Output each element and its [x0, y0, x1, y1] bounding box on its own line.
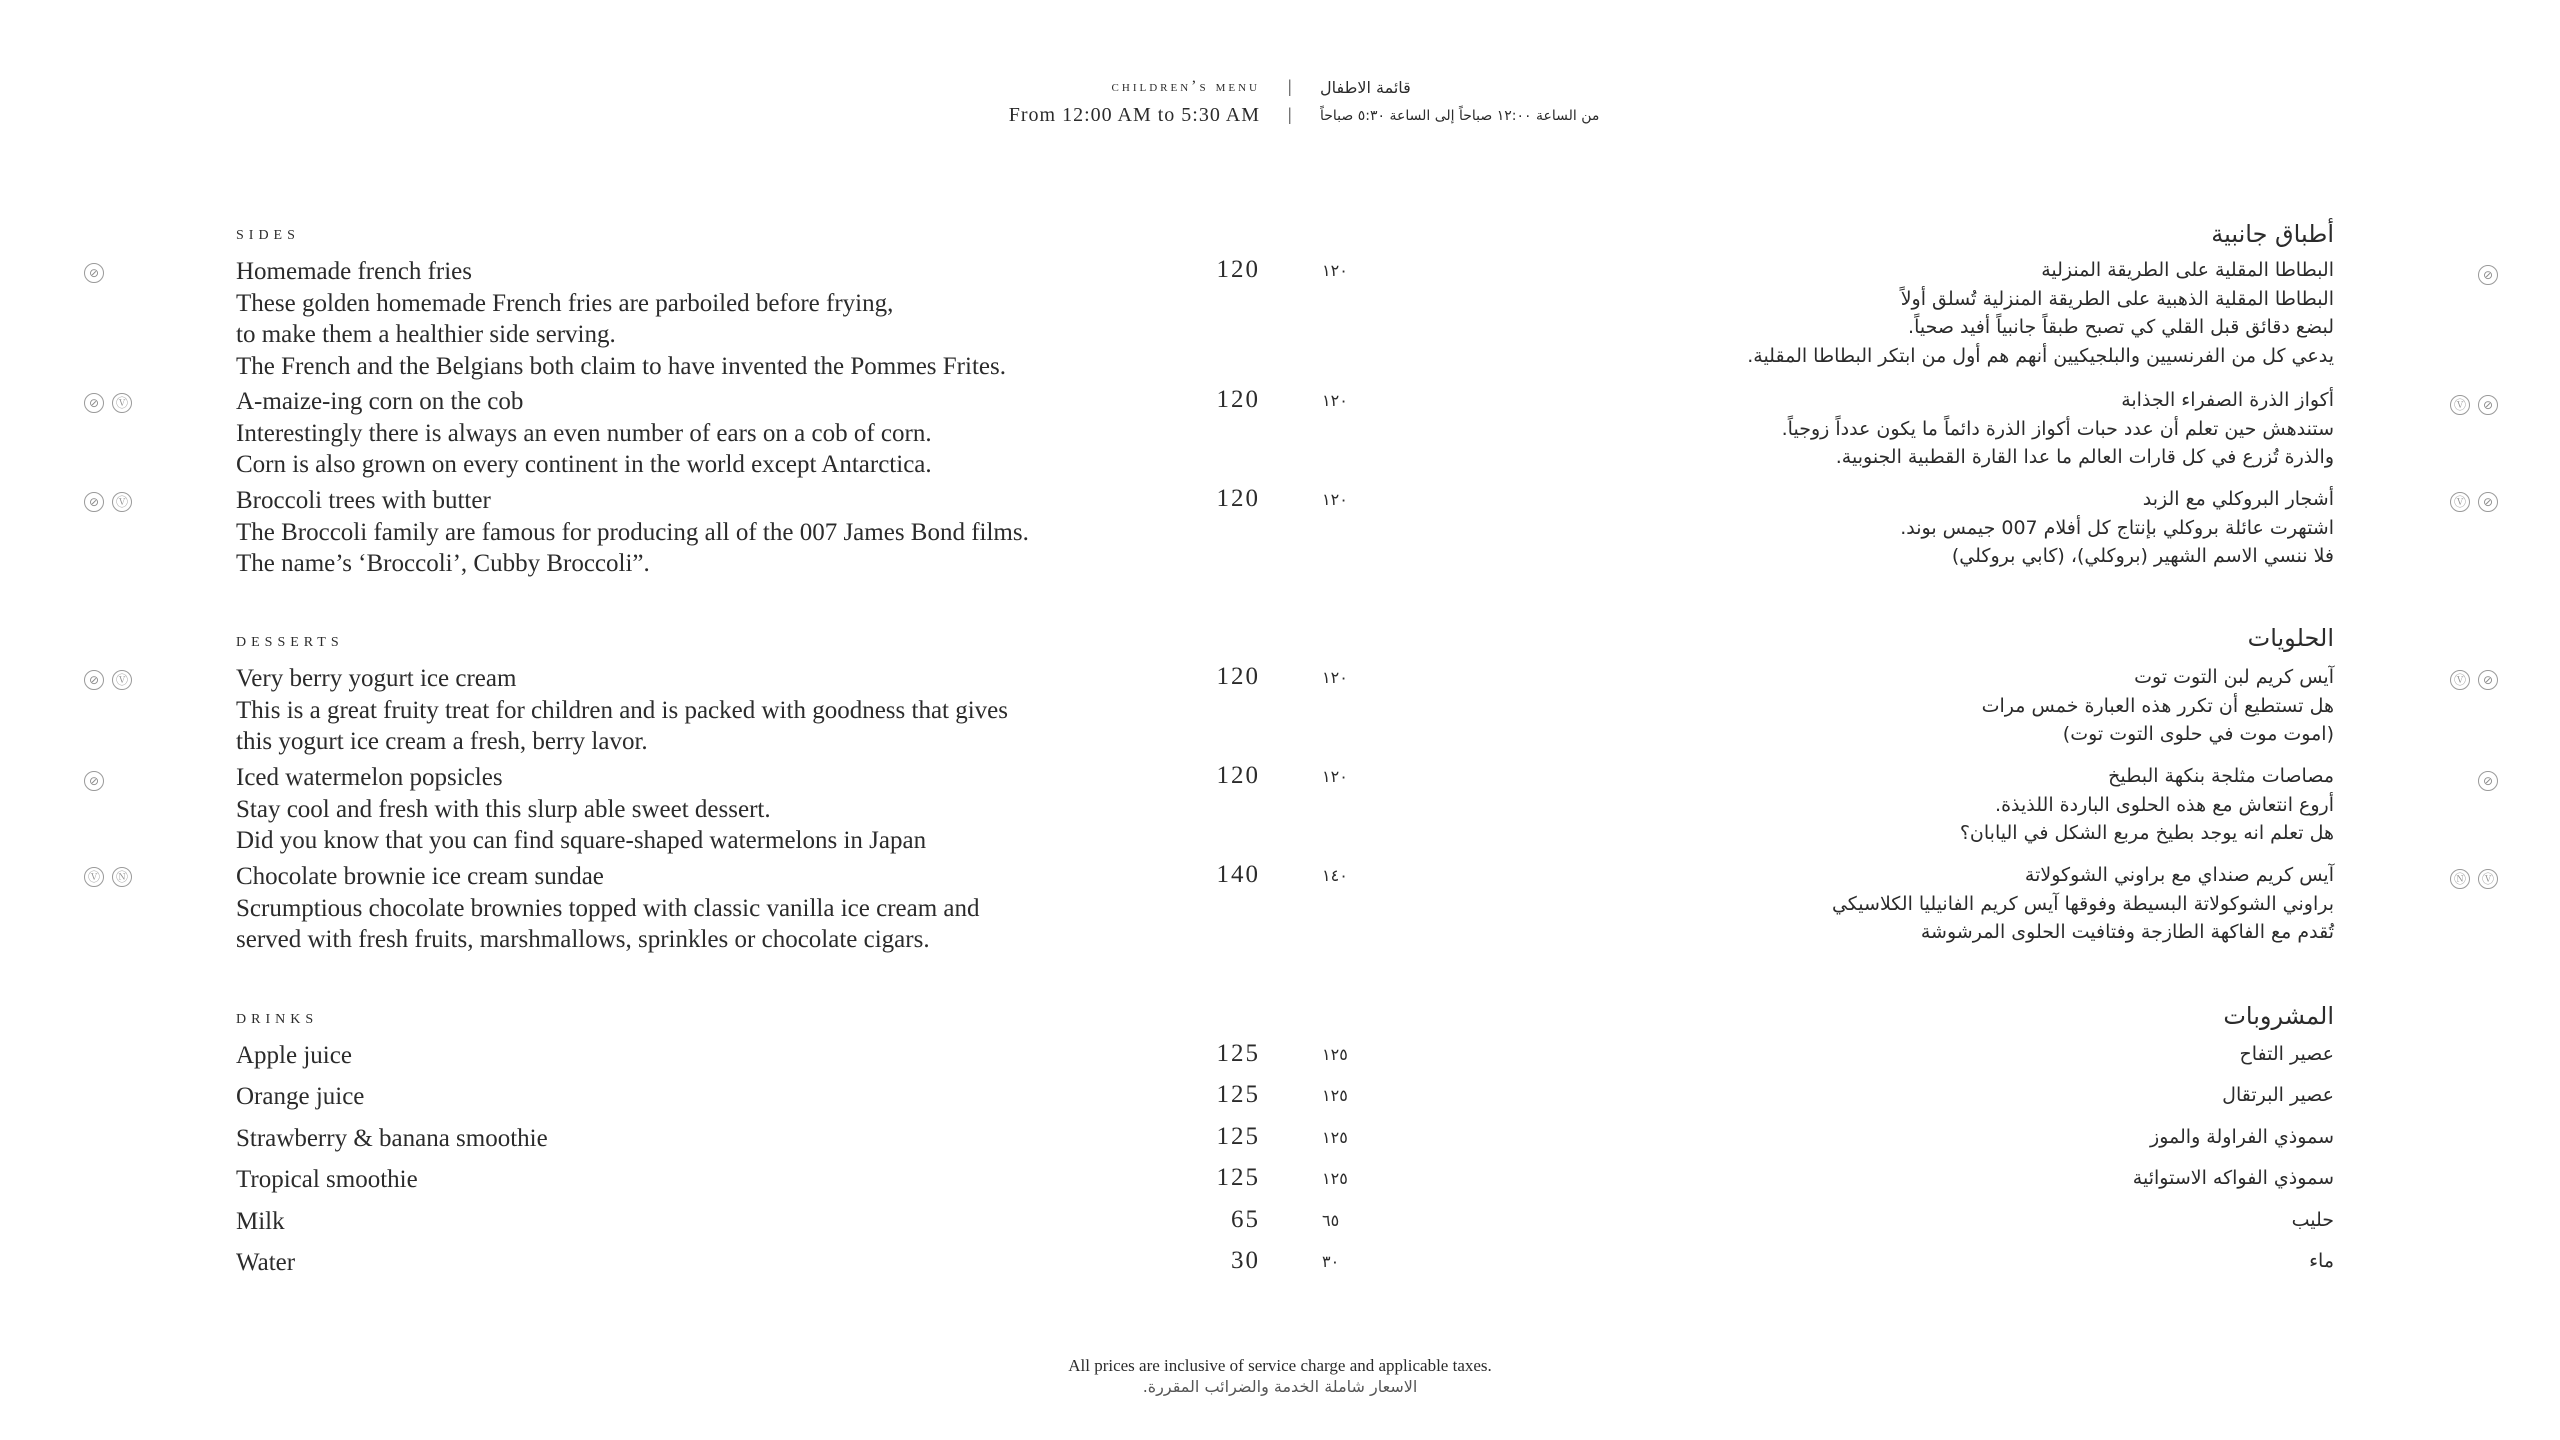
dietary-icons: [84, 670, 132, 690]
item-name: Very berry yogurt ice cream: [236, 665, 517, 692]
dietary-icons: [84, 393, 132, 413]
item-description-arabic: ستندهش حين تعلم أن عدد حبات أكواز الذرة دائماً ما يكون عدداً زوجياً.: [1781, 417, 2334, 440]
vegan-icon: Ⓥ: [2450, 670, 2470, 690]
item-price-arabic: ١٢٥: [1322, 1086, 1348, 1105]
nuts-icon: Ⓝ: [2450, 869, 2470, 889]
drink-name: Tropical smoothie: [236, 1166, 418, 1193]
vegan-icon: Ⓥ: [112, 670, 132, 690]
item-description: this yogurt ice cream a fresh, berry lavor.: [236, 728, 648, 755]
item-description: to make them a healthier side serving.: [236, 321, 616, 348]
dietary-icons-arabic: [2478, 265, 2498, 285]
item-price-arabic: ١٢٠: [1322, 668, 1348, 687]
menu-item-arabic: [1960, 762, 2334, 848]
item-description: The French and the Belgians both claim to have invented the Pommes Frites.: [236, 352, 1006, 380]
item-price: 120: [1216, 485, 1260, 512]
section-title-desserts: desserts: [236, 629, 344, 651]
header-separator: |: [1288, 104, 1292, 124]
item-price-arabic: ١٢٥: [1322, 1169, 1348, 1188]
drink-name-arabic: عصير التفاح: [2239, 1043, 2334, 1065]
menu-item-arabic: [1782, 386, 2334, 472]
vegan-icon: Ⓥ: [2478, 869, 2498, 889]
item-description-arabic: اشتهرت عائلة بروكلي بإنتاج كل أفلام 007 جيمس بوند.: [1900, 516, 2334, 539]
pricing-note-arabic: الاسعار شاملة الخدمة والضرائب المقررة.: [1142, 1377, 1418, 1396]
item-price: 120: [1216, 663, 1260, 690]
item-price: 120: [1216, 256, 1260, 283]
item-price-arabic: ١٢٠: [1322, 490, 1348, 509]
menu-title-arabic: قائمة الاطفال: [1320, 78, 1411, 97]
vegan-icon: Ⓥ: [112, 492, 132, 512]
menu-title: children’s menu: [1111, 78, 1260, 95]
item-description: Did you know that you can find square-shaped watermelons in Japan: [236, 827, 927, 854]
item-price: 125: [1216, 1164, 1260, 1191]
drink-name-arabic: سموذي الفواكه الاستوائية: [2132, 1167, 2334, 1189]
section-title-drinks: drinks: [236, 1006, 319, 1028]
item-name: A-maize-ing corn on the cob: [236, 388, 524, 415]
item-price: 30: [1231, 1247, 1260, 1274]
vegetarian-icon: ⊘: [2478, 395, 2498, 415]
item-description-arabic: (اموت موت في حلوى التوت توت): [2062, 723, 2334, 745]
vegetarian-icon: ⊘: [2478, 771, 2498, 791]
menu-item-arabic: [1747, 256, 2334, 370]
menu-item-arabic: [1832, 861, 2334, 947]
vegan-icon: Ⓥ: [2450, 492, 2470, 512]
section-title-sides-arabic: أطباق جانبية: [2211, 220, 2334, 248]
item-price: 120: [1216, 386, 1260, 413]
item-description: Corn is also grown on every continent in the world except Antarctica.: [236, 451, 932, 478]
vegetarian-icon: ⊘: [2478, 265, 2498, 285]
item-name-arabic: أكواز الذرة الصفراء الجذابة: [2121, 389, 2334, 411]
vegetarian-icon: ⊘: [84, 492, 104, 512]
drink-name-arabic: عصير البرتقال: [2222, 1084, 2334, 1106]
item-price-arabic: ٣٠: [1322, 1252, 1340, 1271]
vegan-icon: Ⓥ: [112, 393, 132, 413]
dietary-icons-arabic: [2450, 492, 2498, 512]
item-name-arabic: آيس كريم صنداي مع براوني الشوكولاتة: [2024, 864, 2334, 886]
drink-name-arabic: ماء: [2309, 1250, 2334, 1272]
item-name: Chocolate brownie ice cream sundae: [236, 863, 604, 890]
item-description: These golden homemade French fries are parboiled before frying,: [236, 289, 894, 317]
serving-hours: From 12:00 AM to 5:30 AM: [1008, 104, 1260, 126]
vegetarian-icon: ⊘: [84, 771, 104, 791]
item-description-arabic: أروع انتعاش مع هذه الحلوى الباردة اللذيذة.: [1995, 793, 2334, 816]
menu-item-arabic: [1900, 485, 2334, 571]
vegan-icon: Ⓥ: [2450, 395, 2470, 415]
item-price: 125: [1216, 1081, 1260, 1108]
item-price: 140: [1216, 861, 1260, 888]
item-price: 125: [1216, 1040, 1260, 1067]
vegetarian-icon: ⊘: [2478, 492, 2498, 512]
item-description-arabic: هل تعلم انه يوجد بطيخ مربع الشكل في اليابان؟: [1959, 822, 2334, 844]
vegetarian-icon: ⊘: [84, 393, 104, 413]
section-title-desserts-arabic: الحلويات: [2247, 624, 2334, 652]
dietary-icons-arabic: [2450, 869, 2498, 889]
item-name-arabic: البطاطا المقلية على الطريقة المنزلية: [2041, 259, 2334, 281]
nuts-icon: Ⓝ: [112, 867, 132, 887]
item-price-arabic: ١٢٠: [1322, 391, 1348, 410]
item-price-arabic: ١٢٥: [1322, 1128, 1348, 1147]
drink-name: Apple juice: [236, 1042, 352, 1069]
serving-hours-arabic: من الساعة ١٢:٠٠ صباحاً إلى الساعة ٥:٣٠ صباحاً: [1320, 108, 1600, 124]
item-description: The Broccoli family are famous for producing all of the 007 James Bond films.: [236, 518, 1029, 546]
header-separator: |: [1288, 76, 1292, 96]
dietary-icons: [84, 771, 104, 791]
item-description-arabic: هل تستطيع أن تكرر هذه العبارة خمس مرات: [1981, 694, 2334, 717]
item-price-arabic: ١٤٠: [1322, 866, 1348, 885]
menu-item: [236, 861, 980, 956]
item-description-arabic: تُقدم مع الفاكهة الطازجة وفتافيت الحلوى المرشوشة: [1920, 921, 2334, 943]
vegetarian-icon: ⊘: [84, 670, 104, 690]
pricing-note: All prices are inclusive of service charge and applicable taxes.: [1068, 1356, 1492, 1375]
menu-item-arabic: [1982, 663, 2334, 749]
vegetarian-icon: ⊘: [2478, 670, 2498, 690]
menu-item: [236, 256, 1006, 382]
menu-item: [236, 485, 1029, 580]
menu-item: [236, 663, 1008, 758]
drink-name: Water: [236, 1249, 296, 1276]
menu-item: [236, 386, 932, 481]
item-description-arabic: براوني الشوكولاتة البسيطة وفوقها آيس كريم الفانيليا الكلاسيكي: [1831, 892, 2334, 915]
item-price: 120: [1216, 762, 1260, 789]
item-description: Stay cool and fresh with this slurp able sweet dessert.: [236, 795, 771, 823]
item-price: 125: [1216, 1123, 1260, 1150]
drink-name: Strawberry & banana smoothie: [236, 1125, 548, 1152]
item-description: This is a great fruity treat for children and is packed with goodness that gives: [236, 696, 1009, 724]
section-title-drinks-arabic: المشروبات: [2223, 1002, 2334, 1030]
dietary-icons-arabic: [2450, 395, 2498, 415]
vegetarian-icon: ⊘: [84, 263, 104, 283]
item-price-arabic: ١٢٠: [1322, 261, 1348, 280]
item-description-arabic: البطاطا المقلية الذهبية على الطريقة المنزلية تُسلق أولاً: [1900, 287, 2334, 310]
item-description-arabic: لبضع دقائق قبل القلي كي تصبح طبقاً جانبياً أفيد صحياً.: [1908, 316, 2334, 338]
drink-name-arabic: سموذي الفراولة والموز: [2150, 1126, 2334, 1148]
item-description-arabic: فلا ننسي الاسم الشهير (بروكلي)، (كابي بروكلي): [1951, 545, 2334, 567]
menu-item: [236, 762, 926, 857]
item-description-arabic: والذرة تُزرع في كل قارات العالم ما عدا القارة القطبية الجنوبية.: [1835, 446, 2334, 468]
drink-name-arabic: حليب: [2291, 1209, 2334, 1231]
dietary-icons-arabic: [2478, 771, 2498, 791]
drink-name: Orange juice: [236, 1083, 365, 1110]
item-name: Iced watermelon popsicles: [236, 764, 503, 791]
item-price: 65: [1231, 1206, 1260, 1233]
section-title-sides: sides: [236, 222, 300, 244]
dietary-icons: [84, 492, 132, 512]
item-description-arabic: يدعي كل من الفرنسيين والبلجيكيين أنهم هم أول من ابتكر البطاطا المقلية.: [1747, 344, 2334, 367]
item-description: Scrumptious chocolate brownies topped with classic vanilla ice cream and: [236, 894, 980, 922]
item-price-arabic: ٦٥: [1322, 1211, 1340, 1230]
item-price-arabic: ١٢٠: [1322, 767, 1348, 786]
item-description: The name’s ‘Broccoli’, Cubby Broccoli”.: [236, 550, 650, 577]
item-name-arabic: أشجار البروكلي مع الزبد: [2142, 488, 2334, 510]
item-price-arabic: ١٢٥: [1322, 1045, 1348, 1064]
vegan-icon: Ⓥ: [84, 867, 104, 887]
item-name: Broccoli trees with butter: [236, 487, 491, 514]
dietary-icons-arabic: [2450, 670, 2498, 690]
drink-name: Milk: [236, 1208, 285, 1235]
item-name: Homemade french fries: [236, 258, 472, 285]
item-name-arabic: آيس كريم لبن التوت توت: [2134, 666, 2334, 688]
item-name-arabic: مصاصات مثلجة بنكهة البطيخ: [2108, 765, 2334, 787]
item-description: Interestingly there is always an even number of ears on a cob of corn.: [236, 419, 932, 447]
dietary-icons: [84, 263, 104, 283]
item-description: served with fresh fruits, marshmallows, sprinkles or chocolate cigars.: [236, 926, 930, 953]
dietary-icons: [84, 867, 132, 887]
